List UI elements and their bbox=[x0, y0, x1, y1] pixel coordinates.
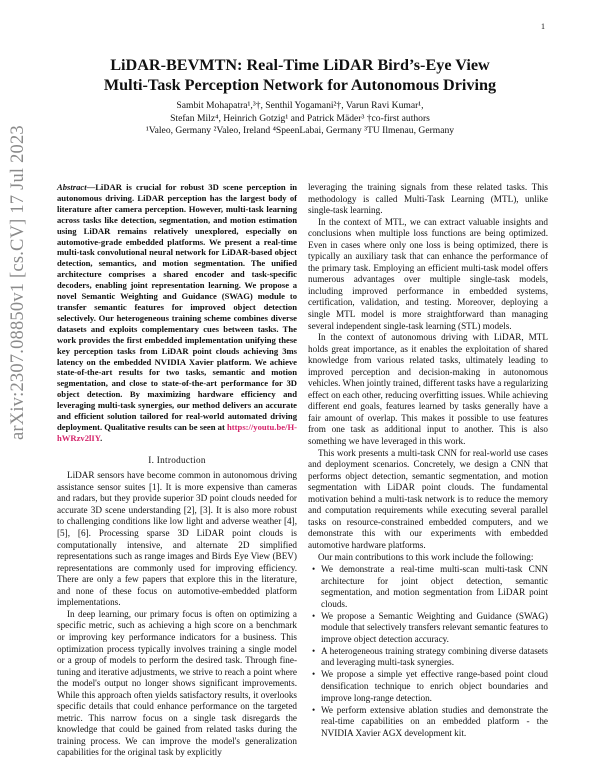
contributions-list bbox=[308, 564, 548, 739]
affiliation-line: ¹Valeo, Germany ²Valeo, Ireland ⁴SpeenLabai, Germany ³TU Ilmenau, Germany bbox=[145, 125, 455, 136]
paragraph: Our main contributions to this work include the following: bbox=[318, 551, 534, 562]
paragraph: In deep learning, our primary focus is often on optimizing a specific metric, such as achieving a high score on a benchmark or improving key performance indicators for a business. This optimization process typically involves training a single model or a group of models to perform the desired task. Through fine-tuning and iterative adjustments, we strive to reach a point where the model's output no longer shows significant improvements. While this approach often yields satisfactory results, it overlooks specific details that could enhance performance on the targeted metric. This narrow focus on a single task disregards the knowledge that could be gained from related tasks during the training process. We can improve the model's generalization capabilities for the original task by explicitly bbox=[57, 608, 297, 758]
list-item: • We perform extensive ablation studies and demonstrate the real-time capabilities on an embedded platform - the NVIDIA Xavier AGX development kit. bbox=[321, 705, 548, 740]
paper-title bbox=[60, 55, 540, 95]
video-link[interactable]: https://youtu.be/H-hWRzv2lIY bbox=[57, 421, 297, 443]
paragraph: leveraging the training signals from these related tasks. This methodology is called Multi-Task Learning (MTL), unlike single-task learning. bbox=[308, 182, 548, 216]
author-block bbox=[60, 100, 540, 138]
author-line: Sambit Mohapatra¹,³†, Senthil Yogamani²†, Varun Ravi Kumar¹, bbox=[176, 100, 424, 111]
list-item: • We demonstrate a real-time multi-scan multi-task CNN architecture for joint object detection, semantic segmentation, and motion segmentation from LiDAR point clouds. bbox=[321, 564, 548, 610]
abstract bbox=[57, 182, 297, 444]
abstract-label: Abstract bbox=[57, 182, 87, 192]
list-item: • A heterogeneous training strategy combining diverse datasets and leveraging multi-task synergies. bbox=[321, 646, 548, 669]
title-line: LiDAR-BEVMTN: Real-Time LiDAR Bird’s-Eye View bbox=[110, 56, 490, 74]
section-heading: I. Introduction bbox=[148, 454, 206, 465]
paragraph: This work presents a multi-task CNN for real-world use cases and deployment scenarios. Concretely, we design a CNN that performs object detection, semantic segmentation, and motion segmentation with LiDAR point clouds. The fundamental motivation behind a multi-task network is to reduce the memory and computation requirements while executing several parallel tasks on resource-constrained embedded computers, and we demonstrate this with our experiments with embedded automotive hardware platforms. bbox=[308, 447, 548, 550]
paragraph: In the context of MTL, we can extract valuable insights and conclusions when multiple loss functions are being optimized. Even in cases where only one loss is being optimized, there is typically an auxiliary task that can enhance the performance of the primary task. Employing an efficient multi-task model offers numerous advantages over multiple single-task models, including improved performance in embedded systems, certification, validation, and testing. Moreover, deploying a single MTL model is more straightforward than managing several independent single-task learning (STL) models. bbox=[308, 216, 548, 331]
page-number: 1 bbox=[541, 22, 545, 31]
list-item: • We propose a simple yet effective range-based point cloud densification technique to enrich object boundaries and improve long-range detection. bbox=[321, 669, 548, 704]
title-line: Multi-Task Perception Network for Autonomous Driving bbox=[103, 76, 497, 94]
paragraph: In the context of autonomous driving with LiDAR, MTL holds great importance, as it enables the exploitation of shared knowledge from various related tasks, ultimately leading to improved perception and decision-making in autonomous vehicles. When jointly trained, different tasks have a regularizing effect on each other, reducing overfitting issues. While achieving different end goals, features learned by tasks generally have a fair amount of overlap. This makes it possible to use features from one task as additional input to another. This is also something we have leveraged in this work. bbox=[308, 332, 548, 447]
paragraph: LiDAR sensors have become common in autonomous driving assistance sensor suites [1]. It is more expensive than cameras and radars, but they provide superior 3D point clouds needed for accurate 3D scene understanding [2], [3]. It is also more robust to challenging conditions like low light and adverse weather [4], [5], [6]. Processing sparse 3D LiDAR point clouds is computationally intensive, and alternate 2D simplified representations such as range images and Birds Eye View (BEV) representations are commonly used for improving efficiency. There are only a few papers that explore this in the literature, and none of these focus on automotive-embedded platform implementations. bbox=[57, 470, 297, 608]
arxiv-stamp: arXiv:2307.08850v1 [cs.CV] 17 Jul 2023 bbox=[8, 125, 28, 440]
right-column bbox=[308, 182, 548, 740]
left-column bbox=[57, 182, 297, 759]
author-line: Stefan Milz⁴, Heinrich Gotzig¹ and Patrick Mäder³ †co-first authors bbox=[170, 112, 430, 124]
abstract-text: —LiDAR is crucial for robust 3D scene perception in autonomous driving. LiDAR perception has the largest body of literature after camera perception. However, multi-task learning across tasks like detection, segmentation, and motion estimation using LiDAR remains relatively unexplored, especially on automotive-grade embedded platforms. We present a real-time multi-task convolutional neural network for LiDAR-based object detection, semantics, and motion segmentation. The unified architecture comprises a shared encoder and task-specific decoders, enabling joint representation learning. We propose a novel Semantic Weighting and Guidance (SWAG) module to transfer semantic features for improved object detection selectively. Our heterogeneous training scheme combines diverse datasets and exploits complementary cues between tasks. The work provides the first embedded implementation unifying these key perception tasks from LiDAR point clouds achieving 3ms latency on the embedded NVIDIA Xavier platform. We achieve state-of-the-art results for two tasks, semantic and motion segmentation, and close to state-of-the-art performance for 3D object detection. By maximizing hardware efficiency and leveraging multi-task synergies, our method delivers an accurate and efficient solution tailored for real-world automated driving deployment. Qualitative results can be seen at bbox=[57, 182, 297, 432]
list-item: • We propose a Semantic Weighting and Guidance (SWAG) module that selectively transfers relevant semantic features to improve object detection accuracy. bbox=[321, 611, 548, 646]
abstract-end: . bbox=[100, 432, 103, 443]
